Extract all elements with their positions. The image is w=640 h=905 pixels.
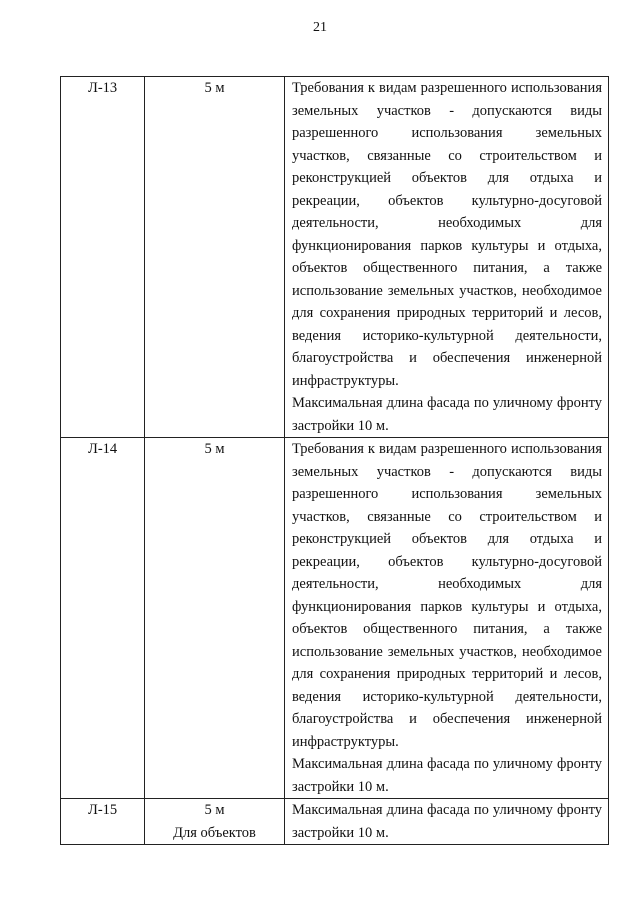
distance-cell	[145, 438, 285, 799]
zone-code: Л-13	[88, 80, 118, 96]
facade-length-text: Максимальная длина фасада по уличному фронту застройки 10 м.	[292, 802, 602, 841]
distance-value: 5 м	[204, 80, 225, 96]
distance-note: Для объектов	[173, 824, 256, 841]
zone-code: Л-15	[88, 802, 118, 818]
zone-requirements-table	[60, 76, 609, 845]
table-row-l15	[61, 799, 609, 845]
distance-value: 5 м	[204, 441, 225, 457]
zone-code-cell	[61, 799, 145, 845]
distance-cell	[145, 799, 285, 845]
page-number: 21	[313, 20, 327, 35]
requirements-cell	[285, 438, 609, 799]
distance-value: 5 м	[204, 802, 225, 818]
facade-length-text: Максимальная длина фасада по уличному фронту застройки 10 м.	[292, 756, 602, 795]
zone-code-cell	[61, 77, 145, 438]
zone-code: Л-14	[88, 441, 118, 457]
zone-code-cell	[61, 438, 145, 799]
requirements-cell	[285, 799, 609, 845]
requirements-cell	[285, 77, 609, 438]
facade-length-text: Максимальная длина фасада по уличному фронту застройки 10 м.	[292, 395, 602, 434]
requirements-text: Требования к видам разрешенного использования земельных участков - допускаются виды разрешенного использования земельных участков, связанные со строительством и реконструкцией объектов для отдыха и рекреации, объектов культурно-досуговой деятельности, необходимых для функционирования парков культуры и отдыха, объектов общественного питания, а также использование земельных участков, необходимое для сохранения природных территорий и лесов, ведения историко-культурной деятельности, благоустройства и обеспечения инженерной инфраструктуры.	[292, 441, 602, 750]
requirements-text: Требования к видам разрешенного использования земельных участков - допускаются виды разрешенного использования земельных участков, связанные со строительством и реконструкцией объектов для отдыха и рекреации, объектов культурно-досуговой деятельности, необходимых для функционирования парков культуры и отдыха, объектов общественного питания, а также использование земельных участков, необходимое для сохранения природных территорий и лесов, ведения историко-культурной деятельности, благоустройства и обеспечения инженерной инфраструктуры.	[292, 80, 602, 389]
distance-cell	[145, 77, 285, 438]
table-row-l14	[61, 438, 609, 799]
table-row-l13	[61, 77, 609, 438]
